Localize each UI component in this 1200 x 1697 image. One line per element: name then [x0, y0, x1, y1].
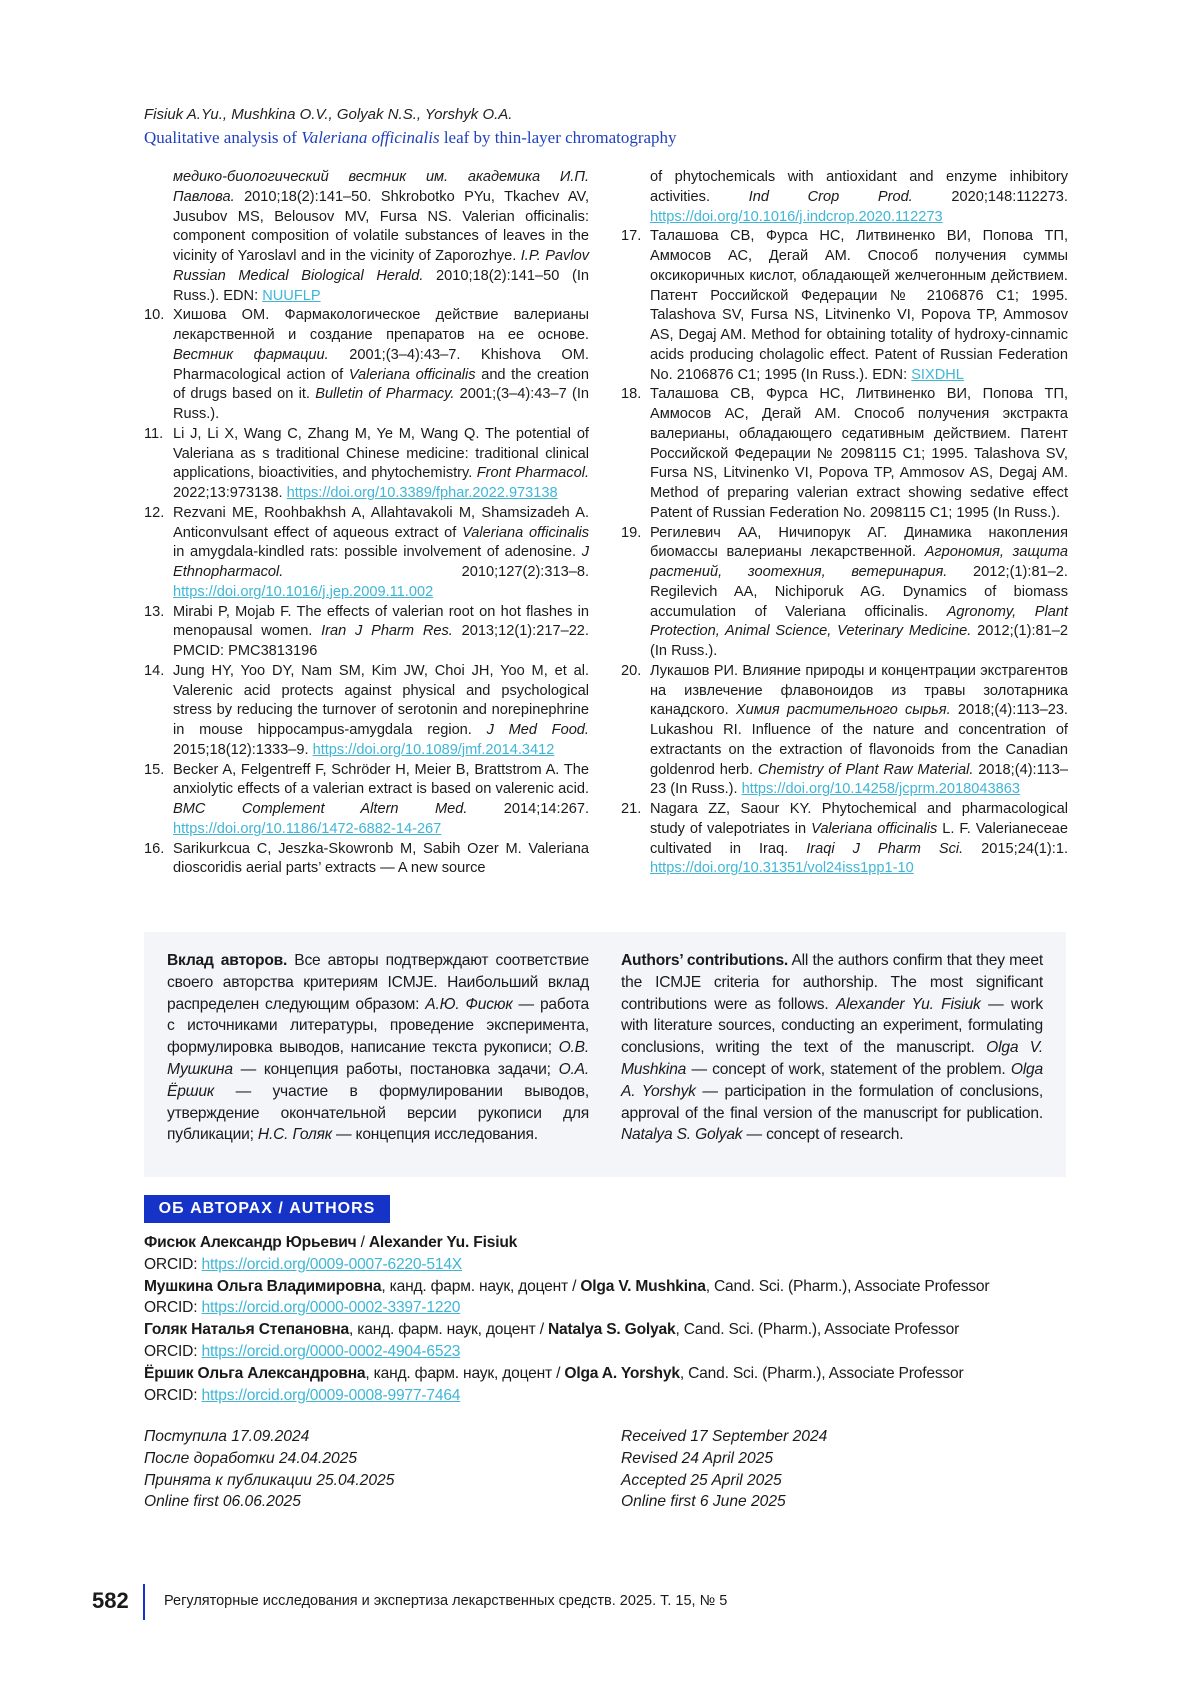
link[interactable]: https://doi.org/10.1016/j.jep.2009.11.002	[173, 584, 433, 600]
link[interactable]: https://doi.org/10.31351/vol24iss1pp1-10	[650, 860, 914, 876]
text-segment: All the authors confirm that they meet the ICMJE criteria for authorship. The most significant contributions were as follows.	[621, 952, 1043, 1013]
text-segment: 2012;(1):81–2 (In Russ.).	[650, 623, 1068, 659]
reference-item	[144, 306, 589, 425]
running-header-authors: Fisiuk A.Yu., Mushkina O.V., Golyak N.S., Yorshyk O.A.	[144, 106, 512, 123]
italic-segment: Valeriana officinalis	[811, 821, 937, 837]
date-revised-ru: После доработки 24.04.2025	[144, 1448, 394, 1470]
italic-segment: Alexander Yu. Fisiuk	[836, 996, 981, 1013]
text-segment: and the creation of drugs based on it.	[173, 367, 589, 403]
reference-item	[621, 168, 1068, 227]
text-segment: 2018;(4):113–23. Lukashou RI. Influence of the nature and concentration of extractants on the extraction of flavonoids from the Canadian goldenrod herb.	[650, 702, 1068, 777]
text-segment: — concept of research.	[742, 1126, 903, 1143]
text-segment: 2010;18(2):141–50 (In Russ.). EDN:	[173, 268, 589, 304]
italic-segment: Olga A. Yorshyk	[621, 1061, 1043, 1100]
text-segment: — концепция исследования.	[332, 1126, 538, 1143]
text-segment: — участие в формулировании выводов, утверждение окончательной версии рукописи для публикации;	[167, 1083, 589, 1144]
italic-segment: Агрономия, защита растений, зоотехния, ветеринария.	[650, 544, 1068, 580]
reference-number: 12.	[144, 504, 164, 524]
contributions-en	[621, 950, 1043, 1146]
reference-number: 10.	[144, 306, 164, 326]
text-segment: 2015;18(12):1333–9.	[173, 742, 313, 758]
author-line	[144, 1363, 989, 1385]
text-segment: ORCID:	[144, 1256, 202, 1273]
reference-item	[621, 800, 1068, 879]
authors-contributions-box	[144, 932, 1066, 1177]
bold-segment: Ёршик Ольга Александровна	[144, 1365, 365, 1382]
authors-section-heading: ОБ АВТОРАХ / AUTHORS	[144, 1195, 390, 1223]
link[interactable]: https://doi.org/10.3389/fphar.2022.973138	[287, 485, 558, 501]
text-segment: , Cand. Sci. (Pharm.), Associate Professor	[680, 1365, 964, 1382]
text-segment: 2013;12(1):217–22. PMCID: PMC3813196	[173, 623, 589, 659]
text-segment: Талашова СВ, Фурса НС, Литвиненко ВИ, Попова ТП, Аммосов АС, Дегай АМ. Способ получения суммы оксикоричных кислот, обладающей желчегонным действием. Патент Российской Федерации № 2106876 С1; 1995. Talashova SV, Fursa NS, Litvinenko VI, Popova TP, Ammosov AS, Degaj AM. Method for obtaining totality of hydroxy-cinnamic acids producing cholagolic effect. Patent of Russian Federation No. 2106876 C1; 1995 (In Russ.). EDN:	[650, 228, 1068, 382]
italic-segment: А.Ю. Фисюк	[425, 996, 512, 1013]
italic-segment: Natalya S. Golyak	[621, 1126, 742, 1143]
text-segment: 2020;148:112273.	[913, 189, 1068, 205]
authors-list	[144, 1232, 989, 1406]
text-segment: L. F. Valerianeceae cultivated in Iraq.	[650, 821, 1068, 857]
text-segment: leaf by thin-layer chromatography	[440, 128, 677, 147]
bold-segment: Вклад авторов.	[167, 952, 287, 969]
text-segment: , канд. фарм. наук, доцент /	[381, 1278, 580, 1295]
text-segment: ORCID:	[144, 1299, 202, 1316]
dates-en	[621, 1426, 827, 1513]
reference-item	[144, 662, 589, 761]
text-segment: ORCID:	[144, 1343, 202, 1360]
link[interactable]: https://doi.org/10.1016/j.indcrop.2020.112273	[650, 209, 943, 225]
italic-segment: J Ethnopharmacol.	[173, 544, 589, 580]
author-line	[144, 1341, 989, 1363]
date-online-en: Online first 6 June 2025	[621, 1491, 827, 1513]
reference-item	[144, 761, 589, 840]
link[interactable]: https://orcid.org/0000-0002-3397-1220	[202, 1299, 461, 1316]
italic-segment: О.В. Мушкина	[167, 1039, 589, 1078]
italic-segment: I.P. Pavlov Russian Medical Biological Herald.	[173, 248, 589, 284]
bold-segment: Голяк Наталья Степановна	[144, 1321, 349, 1338]
italic-segment: Ind Crop Prod.	[749, 189, 913, 205]
author-line	[144, 1297, 989, 1319]
text-segment: ORCID:	[144, 1387, 202, 1404]
italic-segment: Valeriana officinalis	[462, 525, 589, 541]
text-segment: 2018;(4):113–23 (In Russ.).	[650, 762, 1068, 798]
reference-number: 14.	[144, 662, 164, 682]
bold-segment: Alexander Yu. Fisiuk	[369, 1234, 517, 1251]
link[interactable]: https://orcid.org/0009-0008-9977-7464	[202, 1387, 461, 1404]
text-segment: Sarikurkcua C, Jeszka-Skowronb M, Sabih Ozer M. Valeriana dioscoridis aerial parts’ extracts — A new source	[173, 841, 589, 877]
text-segment: — participation in the formulation of conclusions, approval of the final version of the manuscript for publication.	[621, 1083, 1043, 1122]
text-segment: 2012;(1):81–2. Regilevich AA, Nichiporuk AG. Dynamics of biomass accumulation of Valeriana officinalis.	[650, 564, 1068, 620]
text-segment: Mirabi P, Mojab F. The effects of valerian root on hot flashes in menopausal women.	[173, 604, 589, 640]
text-segment: Все авторы подтверждают соответствие своего авторства критериям ICMJE. Наибольший вклад распределен следующим образом:	[167, 952, 589, 1013]
text-segment: Талашова СВ, Фурса НС, Литвиненко ВИ, Попова ТП, Аммосов АС, Дегай АМ. Способ получения экстракта валерианы, обладающего седативным действием. Патент Российской Федерации № 2098115 С1; 1995. Talashova SV, Fursa NS, Litvinenko VI, Popova TP, Ammosov AS, Degaj AM. Method of preparing valerian extract showing sedative effect Patent of Russian Federation No. 2098115 C1; 1995 (In Russ.).	[650, 386, 1068, 521]
reference-item	[621, 385, 1068, 523]
text-segment: , канд. фарм. наук, доцент /	[365, 1365, 564, 1382]
reference-number: 17.	[621, 227, 641, 247]
italic-segment: О.А. Ёршик	[167, 1061, 589, 1100]
reference-item	[144, 425, 589, 504]
date-received-en: Received 17 September 2024	[621, 1426, 827, 1448]
reference-item	[144, 840, 589, 880]
italic-segment: Agronomy, Plant Protection, Animal Science, Veterinary Medicine.	[650, 604, 1068, 640]
text-segment: — work with literature sources, conducting an experiment, formulating conclusions, writing the text of the manuscript.	[621, 996, 1043, 1057]
text-segment: Qualitative analysis of	[144, 128, 301, 147]
date-accepted-en: Accepted 25 April 2025	[621, 1470, 827, 1492]
bold-segment: Фисюк Александр Юрьевич	[144, 1234, 356, 1251]
italic-segment: Iraqi J Pharm Sci.	[806, 841, 963, 857]
text-segment: Nagara ZZ, Saour KY. Phytochemical and pharmacological study of valepotriates in	[650, 801, 1068, 837]
reference-number: 21.	[621, 800, 641, 820]
text-segment: Rezvani ME, Roohbakhsh A, Allahtavakoli M, Shamsizadeh A. Anticonvulsant effect of aqueous extract of	[173, 505, 589, 541]
reference-item	[621, 524, 1068, 662]
reference-number: 13.	[144, 603, 164, 623]
text-segment: 2022;13:973138.	[173, 485, 287, 501]
author-line	[144, 1232, 989, 1254]
link[interactable]: https://doi.org/10.1089/jmf.2014.3412	[313, 742, 555, 758]
reference-item	[144, 504, 589, 603]
author-line	[144, 1319, 989, 1341]
date-accepted-ru: Принята к публикации 25.04.2025	[144, 1470, 394, 1492]
dates-ru	[144, 1426, 394, 1513]
text-segment: in amygdala-kindled rats: possible involvement of adenosine.	[173, 544, 582, 560]
text-segment: — концепция работы, постановка задачи;	[233, 1061, 559, 1078]
bold-segment: Authors’ contributions.	[621, 952, 788, 969]
date-online-ru: Online first 06.06.2025	[144, 1491, 394, 1513]
link[interactable]: https://doi.org/10.14258/jcprm.2018043863	[742, 781, 1020, 797]
reference-item	[144, 603, 589, 662]
text-segment: , Cand. Sci. (Pharm.), Associate Professor	[706, 1278, 990, 1295]
italic-segment: Front Pharmacol.	[477, 465, 589, 481]
italic-segment: BMC Complement Altern Med.	[173, 801, 467, 817]
contributions-ru	[167, 950, 589, 1146]
date-received-ru: Поступила 17.09.2024	[144, 1426, 394, 1448]
italic-segment: Iran J Pharm Res.	[321, 623, 453, 639]
italic-segment: Bulletin of Pharmacy.	[315, 386, 454, 402]
references-right-column	[621, 168, 1068, 879]
text-segment: /	[356, 1234, 368, 1251]
running-header-title	[144, 128, 677, 148]
author-line	[144, 1254, 989, 1276]
text-segment: Jung HY, Yoo DY, Nam SM, Kim JW, Choi JH, Yoo M, et al. Valerenic acid protects against physical and psychological stress by reducing the turnover of serotonin and norepinephrine in mouse hippocampus-amygdala region.	[173, 663, 589, 738]
link[interactable]: SIXDHL	[911, 367, 964, 383]
link[interactable]: https://orcid.org/0009-0007-6220-514X	[202, 1256, 462, 1273]
italic-segment: Вестник фармации.	[173, 347, 329, 363]
text-segment: 2010;18(2):141–50. Shkrobotko PYu, Tkachev AV, Jusubov MS, Belousov MV, Fursa NS. Valerian officinalis: component composition of volatile substances of leaves in the vicinity of Yaroslavl and in the vicinity of Zaporozhye.	[173, 189, 589, 264]
bold-segment: Мушкина Ольга Владимировна	[144, 1278, 381, 1295]
reference-item	[144, 168, 589, 306]
text-segment: — работа с источниками литературы, проведение эксперимента, формулировка выводов, написание текста рукописи;	[167, 996, 589, 1057]
bold-segment: Olga V. Mushkina	[580, 1278, 705, 1295]
link[interactable]: https://orcid.org/0000-0002-4904-6523	[202, 1343, 461, 1360]
reference-number: 19.	[621, 524, 641, 544]
bold-segment: Olga A. Yorshyk	[564, 1365, 679, 1382]
text-segment: Лукашов РИ. Влияние природы и концентрации экстрагентов на извлечение флавоноидов из травы золотарника канадского.	[650, 663, 1068, 719]
text-segment: 2001;(3–4):43–7 (In Russ.).	[173, 386, 589, 422]
reference-item	[621, 662, 1068, 800]
text-segment: Регилевич АА, Ничипорук АГ. Динамика накопления биомассы валерианы лекарственной.	[650, 525, 1068, 561]
reference-number: 20.	[621, 662, 641, 682]
italic-segment: J Med Food.	[487, 722, 589, 738]
italic-segment: Valeriana officinalis	[349, 367, 476, 383]
date-revised-en: Revised 24 April 2025	[621, 1448, 827, 1470]
references-left-column	[144, 168, 589, 879]
text-segment: , Cand. Sci. (Pharm.), Associate Professor	[675, 1321, 959, 1338]
reference-number: 11.	[144, 425, 163, 445]
author-line	[144, 1276, 989, 1298]
text-segment: Li J, Li X, Wang C, Zhang M, Ye M, Wang Q. The potential of Valeriana as s traditional Chinese medicine: traditional clinical applications, bioactivities, and phytochemistry.	[173, 426, 589, 482]
text-segment: Becker A, Felgentreff F, Schröder H, Meier B, Brattstrom A. The anxiolytic effects of a valerian extract is based on valerenic acid.	[173, 762, 589, 798]
italic-segment: медико-биологический вестник им. академика И.П. Павлова.	[173, 169, 589, 205]
link[interactable]: https://doi.org/10.1186/1472-6882-14-267	[173, 821, 441, 837]
reference-number: 15.	[144, 761, 164, 781]
italic-segment: Химия растительного сырья.	[736, 702, 951, 718]
text-segment: 2010;127(2):313–8.	[283, 564, 589, 580]
footer-divider	[143, 1584, 145, 1620]
text-segment: of phytochemicals with antioxidant and enzyme inhibitory activities.	[650, 169, 1068, 205]
italic-segment: Н.С. Голяк	[258, 1126, 332, 1143]
link[interactable]: NUUFLP	[262, 288, 320, 304]
italic-segment: Valeriana officinalis	[301, 128, 439, 147]
text-segment: , канд. фарм. наук, доцент /	[349, 1321, 548, 1338]
text-segment: 2015;24(1):1.	[963, 841, 1068, 857]
journal-citation: Регуляторные исследования и экспертиза лекарственных средств. 2025. Т. 15, № 5	[164, 1593, 727, 1609]
reference-number: 18.	[621, 385, 641, 405]
text-segment: 2014;14:267.	[467, 801, 589, 817]
bold-segment: Natalya S. Golyak	[548, 1321, 675, 1338]
italic-segment: Olga V. Mushkina	[621, 1039, 1043, 1078]
reference-item	[621, 227, 1068, 385]
page-number: 582	[92, 1588, 129, 1614]
italic-segment: Chemistry of Plant Raw Material.	[758, 762, 974, 778]
author-line	[144, 1385, 989, 1407]
text-segment: Хишова ОМ. Фармакологическое действие валерианы лекарственной и создание препаратов на ее основе.	[173, 307, 589, 343]
text-segment: — concept of work, statement of the problem.	[686, 1061, 1011, 1078]
text-segment: 2001;(3–4):43–7. Khishova OM. Pharmacological action of	[173, 347, 589, 383]
reference-number: 16.	[144, 840, 164, 860]
